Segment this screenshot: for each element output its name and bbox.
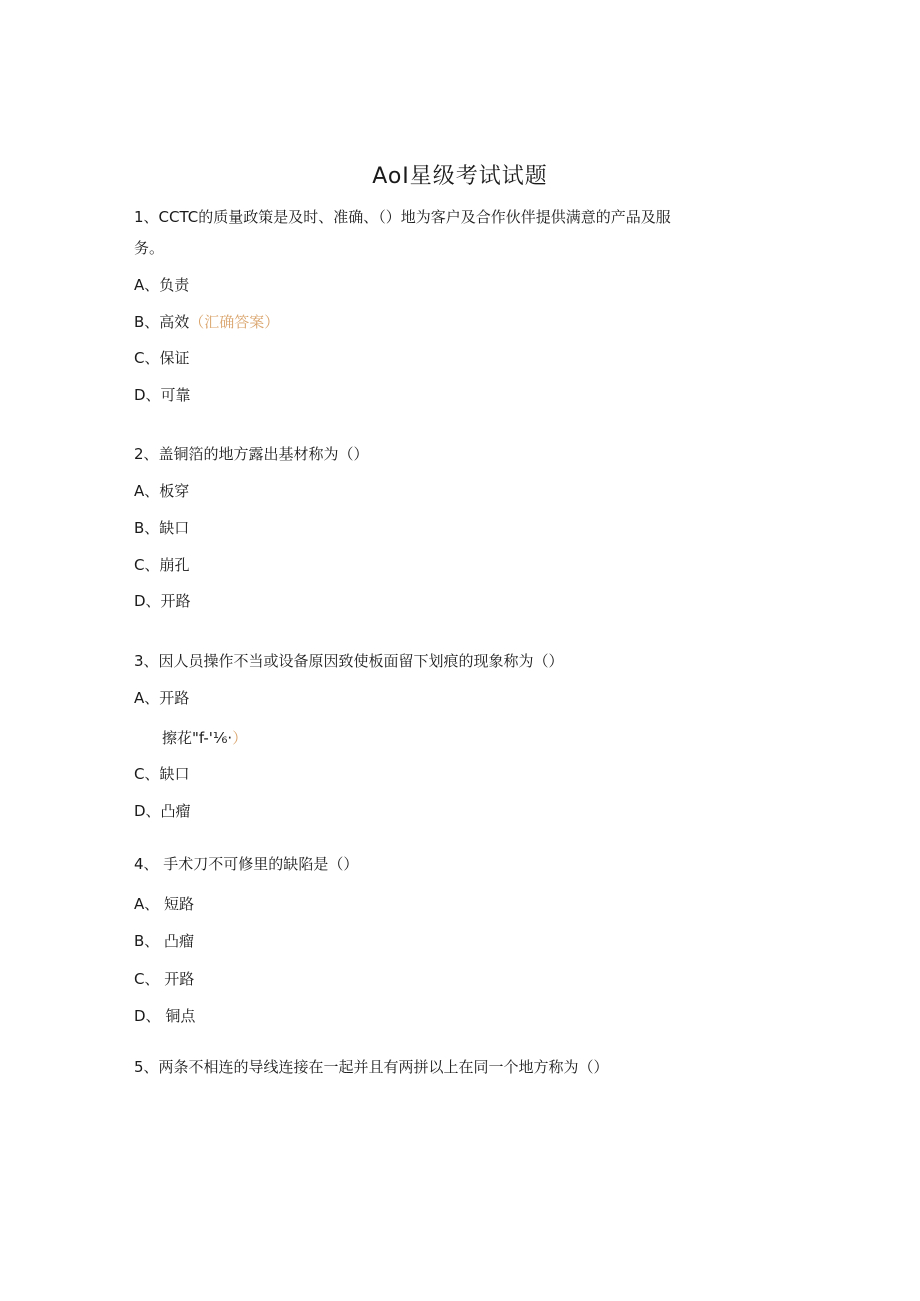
question-3-option-c xyxy=(134,763,189,785)
option-text: D、可靠 xyxy=(134,386,191,404)
question-3-option-d xyxy=(134,800,191,822)
option-text: D、凸瘤 xyxy=(134,802,191,820)
option-text: C、 开路 xyxy=(134,970,195,988)
option-text: A、板穿 xyxy=(134,482,190,500)
question-2-option-c xyxy=(134,554,189,576)
option-text: C、保证 xyxy=(134,349,190,367)
question-4-option-a xyxy=(134,893,194,915)
option-text: C、崩孔 xyxy=(134,556,190,574)
option-text: D、开路 xyxy=(134,592,191,610)
option-text: D、 铜点 xyxy=(134,1007,196,1025)
question-4-option-d xyxy=(134,1005,195,1027)
question-1-stem-line-1: 1、CCTC的质量政策是及时、准确、（）地为客户及合作伙伴提供满意的产品及服 xyxy=(134,208,671,226)
question-2-option-d xyxy=(134,590,191,612)
option-text: C、缺口 xyxy=(134,765,190,783)
question-3-option-a xyxy=(134,687,189,709)
option-text: B、缺口 xyxy=(134,519,190,537)
question-2-option-a xyxy=(134,480,189,502)
option-text: B、高效 xyxy=(134,313,190,331)
question-4-option-b xyxy=(134,930,194,952)
question-2-option-b xyxy=(134,517,189,539)
question-3-stem: 3、因人员操作不当或设备原因致使板面留下划痕的现象称为（） xyxy=(134,652,564,670)
option-text: A、负责 xyxy=(134,276,190,294)
page-title: AoI星级考试试题 xyxy=(372,164,548,189)
question-1-option-b xyxy=(134,311,279,333)
option-text: A、开路 xyxy=(134,689,190,707)
question-4-stem: 4、 手术刀不可修里的缺陷是（） xyxy=(134,855,359,873)
correct-answer-hint: ） xyxy=(232,729,248,747)
option-text: A、 短路 xyxy=(134,895,195,913)
question-5-stem: 5、两条不相连的导线连接在一起并且有两拼以上在同一个地方称为（） xyxy=(134,1058,609,1076)
question-1-option-d xyxy=(134,384,191,406)
option-text: B、 凸瘤 xyxy=(134,932,195,950)
option-text: 擦花"f-'⅙· xyxy=(162,729,233,747)
question-1-option-a xyxy=(134,274,189,296)
question-4-option-c xyxy=(134,968,194,990)
question-1-option-c xyxy=(134,347,189,369)
question-1-stem-line-2: 务。 xyxy=(134,239,165,257)
correct-answer-hint: （汇确答案） xyxy=(189,313,280,331)
question-3-option-b xyxy=(162,727,247,749)
question-2-stem: 2、盖铜箔的地方露出基材称为（） xyxy=(134,445,369,463)
